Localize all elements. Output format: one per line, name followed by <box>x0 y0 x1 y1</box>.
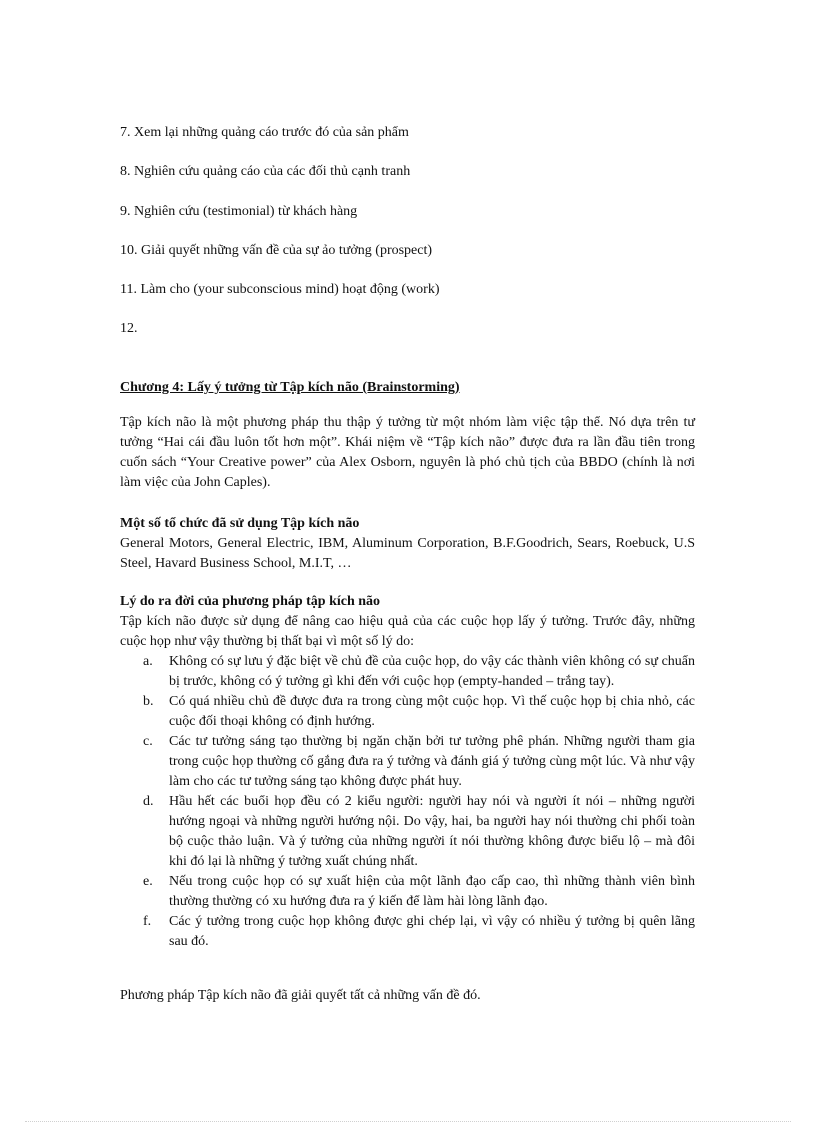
orgs-heading: Một số tổ chức đã sử dụng Tập kích não <box>120 516 360 531</box>
reasons-section <box>120 592 695 952</box>
list-item <box>120 872 695 912</box>
list-item <box>120 652 695 692</box>
reasons-heading: Lý do ra đời của phương pháp tập kích não <box>120 594 381 609</box>
orgs-section <box>120 514 695 574</box>
list-marker: a. <box>143 654 153 669</box>
list-item-text: Không có sự lưu ý đặc biệt về chủ đề của cuộc họp, do vậy các thành viên không có sự chuẩn bị trước, không có ý tưởng gì khi đến với cuộc họp (empty-handed – trắng tay). <box>169 654 695 689</box>
list-item-12: 12. <box>120 321 138 336</box>
list-item-text: Hầu hết các buổi họp đều có 2 kiểu người: người hay nói và người ít nói – những người hướng ngoại và những người hướng nội. Do vậy, hai, ba người hay nói thường chi phối toàn bộ cuộc thảo luận. Và ý tưởng của những người ít nói thường không được biểu lộ – mà đôi khi đó lại là những ý tưởng xuất chúng nhất. <box>169 794 695 869</box>
orgs-body: General Motors, General Electric, IBM, Aluminum Corporation, B.F.Goodrich, Sears, Roebuck, U.S Steel, Havard Business School, M.I.T, … <box>120 536 695 571</box>
closing-paragraph: Phương pháp Tập kích não đã giải quyết tất cả những vấn đề đó. <box>120 988 481 1003</box>
reasons-list <box>120 652 695 952</box>
page-bottom-divider <box>25 1121 791 1122</box>
list-item-7: 7. Xem lại những quảng cáo trước đó của sản phẩm <box>120 125 409 140</box>
list-item-text: Các ý tưởng trong cuộc họp không được ghi chép lại, vì vậy có nhiều ý tưởng bị quên lãng sau đó. <box>169 914 695 949</box>
list-marker: e. <box>143 874 153 889</box>
list-item-10: 10. Giải quyết những vấn đề của sự ảo tưởng (prospect) <box>120 243 433 258</box>
intro-paragraph: Tập kích não là một phương pháp thu thập ý tưởng từ một nhóm làm việc tập thể. Nó dựa trên tư tưởng “Hai cái đầu luôn tốt hơn một”. Khái niệm về “Tập kích não” được đưa ra lần đầu tiên trong cuốn sách “Your Creative power” của Alex Osborn, nguyên là phó chủ tịch của BBDO (chính là nơi làm việc của John Caples). <box>120 415 695 490</box>
list-marker: c. <box>143 734 153 749</box>
list-item-11: 11. Làm cho (your subconscious mind) hoạt động (work) <box>120 282 440 297</box>
list-item <box>120 692 695 732</box>
list-item-text: Các tư tưởng sáng tạo thường bị ngăn chặn bởi tư tưởng phê phán. Những người tham gia trong cuộc họp thường cố gắng đưa ra ý tưởng và đánh giá ý tưởng cùng một lúc. Và như vậy làm cho các tư tưởng sáng tạo không được phát huy. <box>169 734 695 789</box>
list-item-8: 8. Nghiên cứu quảng cáo của các đối thủ cạnh tranh <box>120 164 411 179</box>
chapter-title: Chương 4: Lấy ý tưởng từ Tập kích não (Brainstorming) <box>120 380 460 395</box>
list-item-text: Có quá nhiều chủ đề được đưa ra trong cùng một cuộc họp. Vì thế cuộc họp bị chia nhỏ, các cuộc đối thoại không có định hướng. <box>169 694 695 729</box>
list-item <box>120 732 695 792</box>
reasons-intro: Tập kích não được sử dụng để nâng cao hiệu quả của các cuộc họp lấy ý tưởng. Trước đây, những cuộc họp như vậy thường bị thất bại vì một số lý do: <box>120 614 695 649</box>
list-item <box>120 792 695 872</box>
list-marker: b. <box>143 694 154 709</box>
list-marker: d. <box>143 794 154 809</box>
list-marker: f. <box>143 914 152 929</box>
list-item-text: Nếu trong cuộc họp có sự xuất hiện của một lãnh đạo cấp cao, thì những thành viên bình thường thường có xu hướng đưa ra ý kiến để làm hài lòng lãnh đạo. <box>169 874 695 909</box>
list-item <box>120 912 695 952</box>
list-item-9: 9. Nghiên cứu (testimonial) từ khách hàng <box>120 204 358 219</box>
